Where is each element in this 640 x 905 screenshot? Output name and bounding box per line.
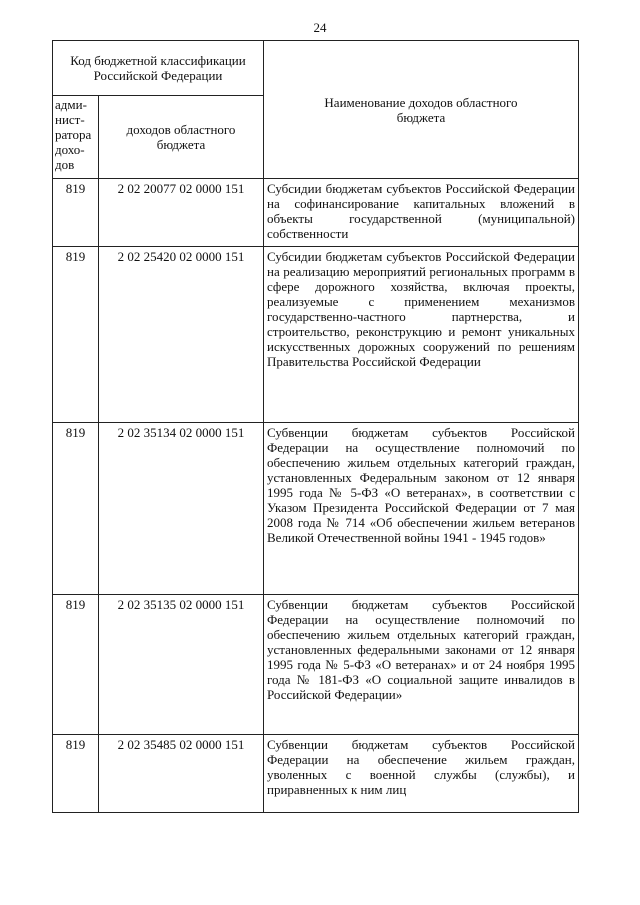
budget-income-table (52, 40, 579, 813)
income-name-cell: Субвенции бюджетам субъектов Российской Федерации на обеспечение жильем граждан, уволенных с военной службы (службы), и приравненных к ним лиц (264, 735, 579, 813)
table-row (53, 595, 579, 735)
admin-code-cell: 819 (53, 735, 99, 813)
admin-code-cell: 819 (53, 247, 99, 423)
table-row (53, 735, 579, 813)
page-number: 24 (313, 20, 327, 35)
table-row (53, 179, 579, 247)
budget-code-cell: 2 02 35134 02 0000 151 (99, 423, 264, 595)
table-row (53, 247, 579, 423)
header-classification-code: Код бюджетной классификации Российской Федерации (53, 41, 264, 96)
budget-code-cell: 2 02 20077 02 0000 151 (99, 179, 264, 247)
header-income-name: Наименование доходов областного бюджета (264, 41, 579, 179)
income-name-cell: Субсидии бюджетам субъектов Российской Федерации на реализацию мероприятий региональных программ в сфере дорожного хозяйства, включая проекты, реализуемые с применением механизмов государственно-частного партнерства, и строительство, реконструкцию и ремонт уникальных искусственных дорожных сооружений по решениям Правительства Российской Федерации (264, 247, 579, 423)
admin-code-cell: 819 (53, 179, 99, 247)
header-row-top (53, 41, 579, 96)
admin-code-cell: 819 (53, 423, 99, 595)
table-row (53, 423, 579, 595)
header-regional-income: доходов областного бюджета (99, 96, 264, 179)
income-name-cell: Субвенции бюджетам субъектов Российской Федерации на осуществление полномочий по обеспечению жильем отдельных категорий граждан, установленных Федеральным законом от 12 января 1995 года № 5-ФЗ «О ветеранах», в соответствии с Указом Президента Российской Федерации от 7 мая 2008 года № 714 «Об обеспечении жильем ветеранов Великой Отечественной войны 1941 - 1945 годов» (264, 423, 579, 595)
admin-code-cell: 819 (53, 595, 99, 735)
income-name-cell: Субвенции бюджетам субъектов Российской Федерации на осуществление полномочий по обеспечению жильем отдельных категорий граждан, установленных федеральными законами от 12 января 1995 года № 5-ФЗ «О ветеранах» и от 24 ноября 1995 года № 181-ФЗ «О социальной защите инвалидов в Российской Федерации» (264, 595, 579, 735)
budget-code-cell: 2 02 35135 02 0000 151 (99, 595, 264, 735)
budget-code-cell: 2 02 25420 02 0000 151 (99, 247, 264, 423)
income-name-cell: Субсидии бюджетам субъектов Российской Федерации на софинансирование капитальных вложений в объекты государственной (муниципальной) собственности (264, 179, 579, 247)
budget-code-cell: 2 02 35485 02 0000 151 (99, 735, 264, 813)
header-administrator: адми-нист-ратора дохо-дов (53, 96, 99, 179)
